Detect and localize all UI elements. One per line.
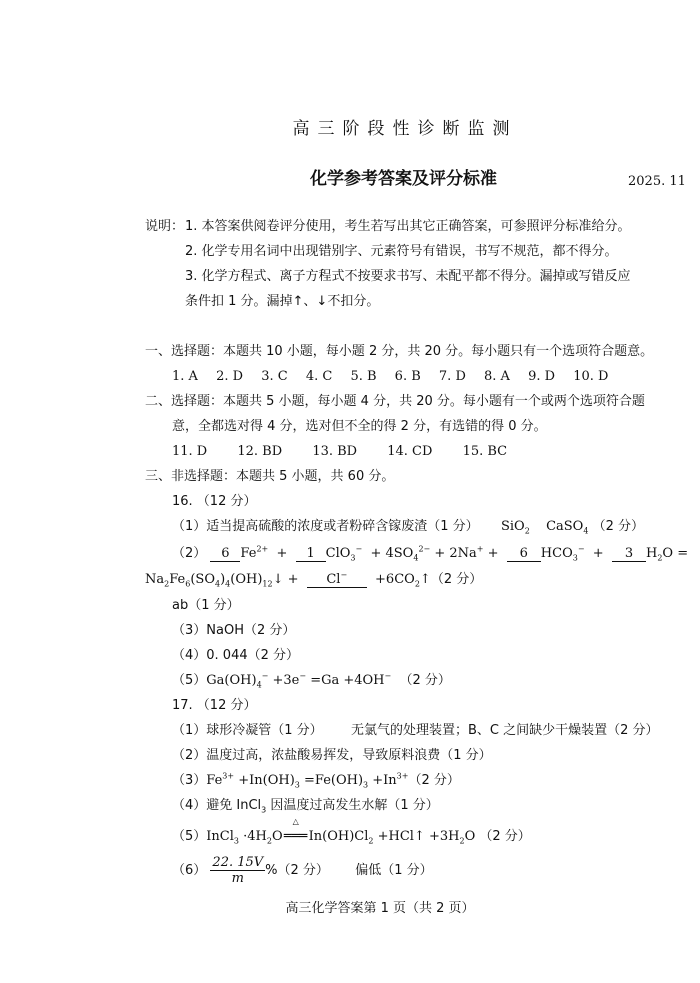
q17-part4-b: 因温度过高发生水解（1 分） bbox=[270, 798, 439, 813]
q16-part2-label: （2） bbox=[172, 546, 207, 561]
fraction-numerator: 22. 15V bbox=[212, 855, 264, 870]
yield-fraction bbox=[210, 855, 265, 886]
q17-part6-label: （6） bbox=[172, 863, 207, 878]
answer-3: 3. C bbox=[261, 369, 288, 384]
answer-13: 13. BD bbox=[312, 444, 358, 459]
answer-5: 5. B bbox=[350, 369, 377, 384]
answer-15: 15. BC bbox=[462, 444, 508, 459]
coef-clo3: 1 bbox=[296, 547, 326, 562]
answer-10: 10. D bbox=[573, 369, 609, 384]
coef-h2o: 3 bbox=[612, 547, 646, 562]
q16-part4: （4）0. 044（2 分） bbox=[172, 648, 300, 663]
section1-heading: 一、选择题：本题共 10 小题，每小题 2 分，共 20 分。每小题只有一个选项符合题意。 bbox=[145, 344, 654, 359]
q16-part3: （3）NaOH（2 分） bbox=[172, 623, 296, 638]
q17-part5: （5）InCl$_3$ $\cdot 4H_2O$ △ $═══In(OH)Cl_2$ +HCl↑ $+3H_2O$ （2 分） bbox=[172, 817, 531, 846]
q16-part5-score: （2 分） bbox=[399, 673, 451, 688]
section2-heading-b: 意，全都选对得 4 分，选对但不全的得 2 分，有选错的得 0 分。 bbox=[172, 419, 547, 434]
section2-heading-a: 二、选择题：本题共 5 小题，每小题 4 分，共 20 分。每小题有一个或两个选项符合题 bbox=[145, 394, 645, 409]
answer-7: 7. D bbox=[438, 369, 466, 384]
q17-part1-a: （1）球形冷凝管（1 分） bbox=[172, 723, 323, 738]
product-cl: Cl− bbox=[307, 573, 367, 588]
q16-part1-text: （1）适当提高硫酸的浓度或者粉碎含镓废渣（1 分） bbox=[172, 519, 479, 534]
section2-answers bbox=[172, 443, 507, 461]
q17-part6-b: 偏低（1 分） bbox=[355, 863, 433, 878]
q17-part5-label: （5） bbox=[172, 829, 207, 844]
answer-11: 11. D bbox=[172, 444, 208, 459]
q16-part5: $(5)Ga(OH)_4^- +3e^- =Ga +4OH^-$ （2 分） bbox=[172, 671, 451, 690]
answer-8: 8. A bbox=[484, 369, 510, 384]
q17-part3-label: （3） bbox=[172, 773, 207, 788]
q17-part1 bbox=[172, 722, 659, 740]
note-2: 2. 化学专用名词中出现错别字、元素符号有错误，书写不规范，都不得分。 bbox=[185, 244, 618, 259]
coef-hco3: 6 bbox=[507, 547, 541, 562]
q16-part2-score: （2 分） bbox=[430, 572, 483, 587]
coef-fe: 6 bbox=[210, 547, 240, 562]
q17-part4-a: （4）避免 InCl bbox=[172, 798, 262, 813]
answer-6: 6. B bbox=[394, 369, 421, 384]
q16-sio2: SiO$_2$ bbox=[500, 519, 530, 536]
fraction-denominator: m bbox=[231, 871, 244, 886]
notes-label: 说明： bbox=[145, 219, 185, 234]
q17-part3-score: （2 分） bbox=[408, 773, 460, 788]
q17-part2: （2）温度过高，浓盐酸易挥发，导致原料浪费（1 分） bbox=[172, 748, 492, 763]
q17-part6-score: %（2 分） bbox=[265, 863, 329, 878]
answer-4: 4. C bbox=[305, 369, 333, 384]
document-date: 2025. 11 bbox=[628, 174, 686, 189]
note-1: 1. 本答案供阅卷评分使用，考生若写出其它正确答案，可参照评分标准给分。 bbox=[185, 219, 631, 234]
q16-caso4: CaSO$_4$ bbox=[546, 519, 589, 536]
section1-answers bbox=[172, 368, 608, 386]
exam-title: 高三阶段性诊断监测 bbox=[292, 119, 518, 139]
q16-part1 bbox=[172, 518, 644, 536]
q17-part1-b: 无氯气的处理装置；B、C 之间缺少干燥装置（2 分） bbox=[350, 723, 659, 738]
q16-part2-equation: （2） 6 $Fe^{2+} + 1$ $ClO_3^- + 4SO_4^{2-} + 2Na^+ + 6$ $HCO_3^- + 3$ $H_2O$ = bbox=[172, 544, 689, 563]
q17-part3: $(3)Fe^{3+} +In(OH)_3 =Fe(OH)_3 +In^{3+}(2$ 分） bbox=[172, 771, 460, 790]
answer-2: 2. D bbox=[216, 369, 244, 384]
note-3a: 3. 化学方程式、离子方程式不按要求书写、未配平都不得分。漏掉或写错反应 bbox=[185, 269, 631, 284]
q17-part6 bbox=[172, 855, 433, 887]
note-3b: 条件扣 1 分。漏掉↑、↓不扣分。 bbox=[185, 294, 380, 309]
section3-heading: 三、非选择题：本题共 5 小题，共 60 分。 bbox=[145, 469, 395, 484]
page-footer: 高三化学答案第 1 页（共 2 页） bbox=[285, 901, 475, 916]
document-subtitle: 化学参考答案及评分标准 bbox=[310, 169, 497, 189]
q16-part1-score: （2 分） bbox=[592, 519, 644, 534]
answer-1: 1. A bbox=[172, 369, 198, 384]
q16-title: 16. （12 分） bbox=[172, 494, 257, 509]
q16-part2-ab: ab（1 分） bbox=[172, 598, 240, 613]
answer-9: 9. D bbox=[528, 369, 556, 384]
q17-part5-score: （2 分） bbox=[479, 829, 531, 844]
answer-12: 12. BD bbox=[237, 444, 283, 459]
heat-equals-sign: △ ═══ bbox=[283, 817, 308, 844]
q16-part5-label: （5） bbox=[172, 673, 207, 688]
q16-part2-equation-cont: $Na_2Fe_6(SO_4)_4(OH)_{12}↓ + Cl^-$ $+6CO_2↑(2$ 分） bbox=[145, 570, 483, 589]
answer-14: 14. CD bbox=[387, 444, 433, 459]
q17-title: 17. （12 分） bbox=[172, 698, 257, 713]
q17-part4: （4）避免 InCl$_3$ 因温度过高发生水解（1 分） bbox=[172, 798, 439, 815]
